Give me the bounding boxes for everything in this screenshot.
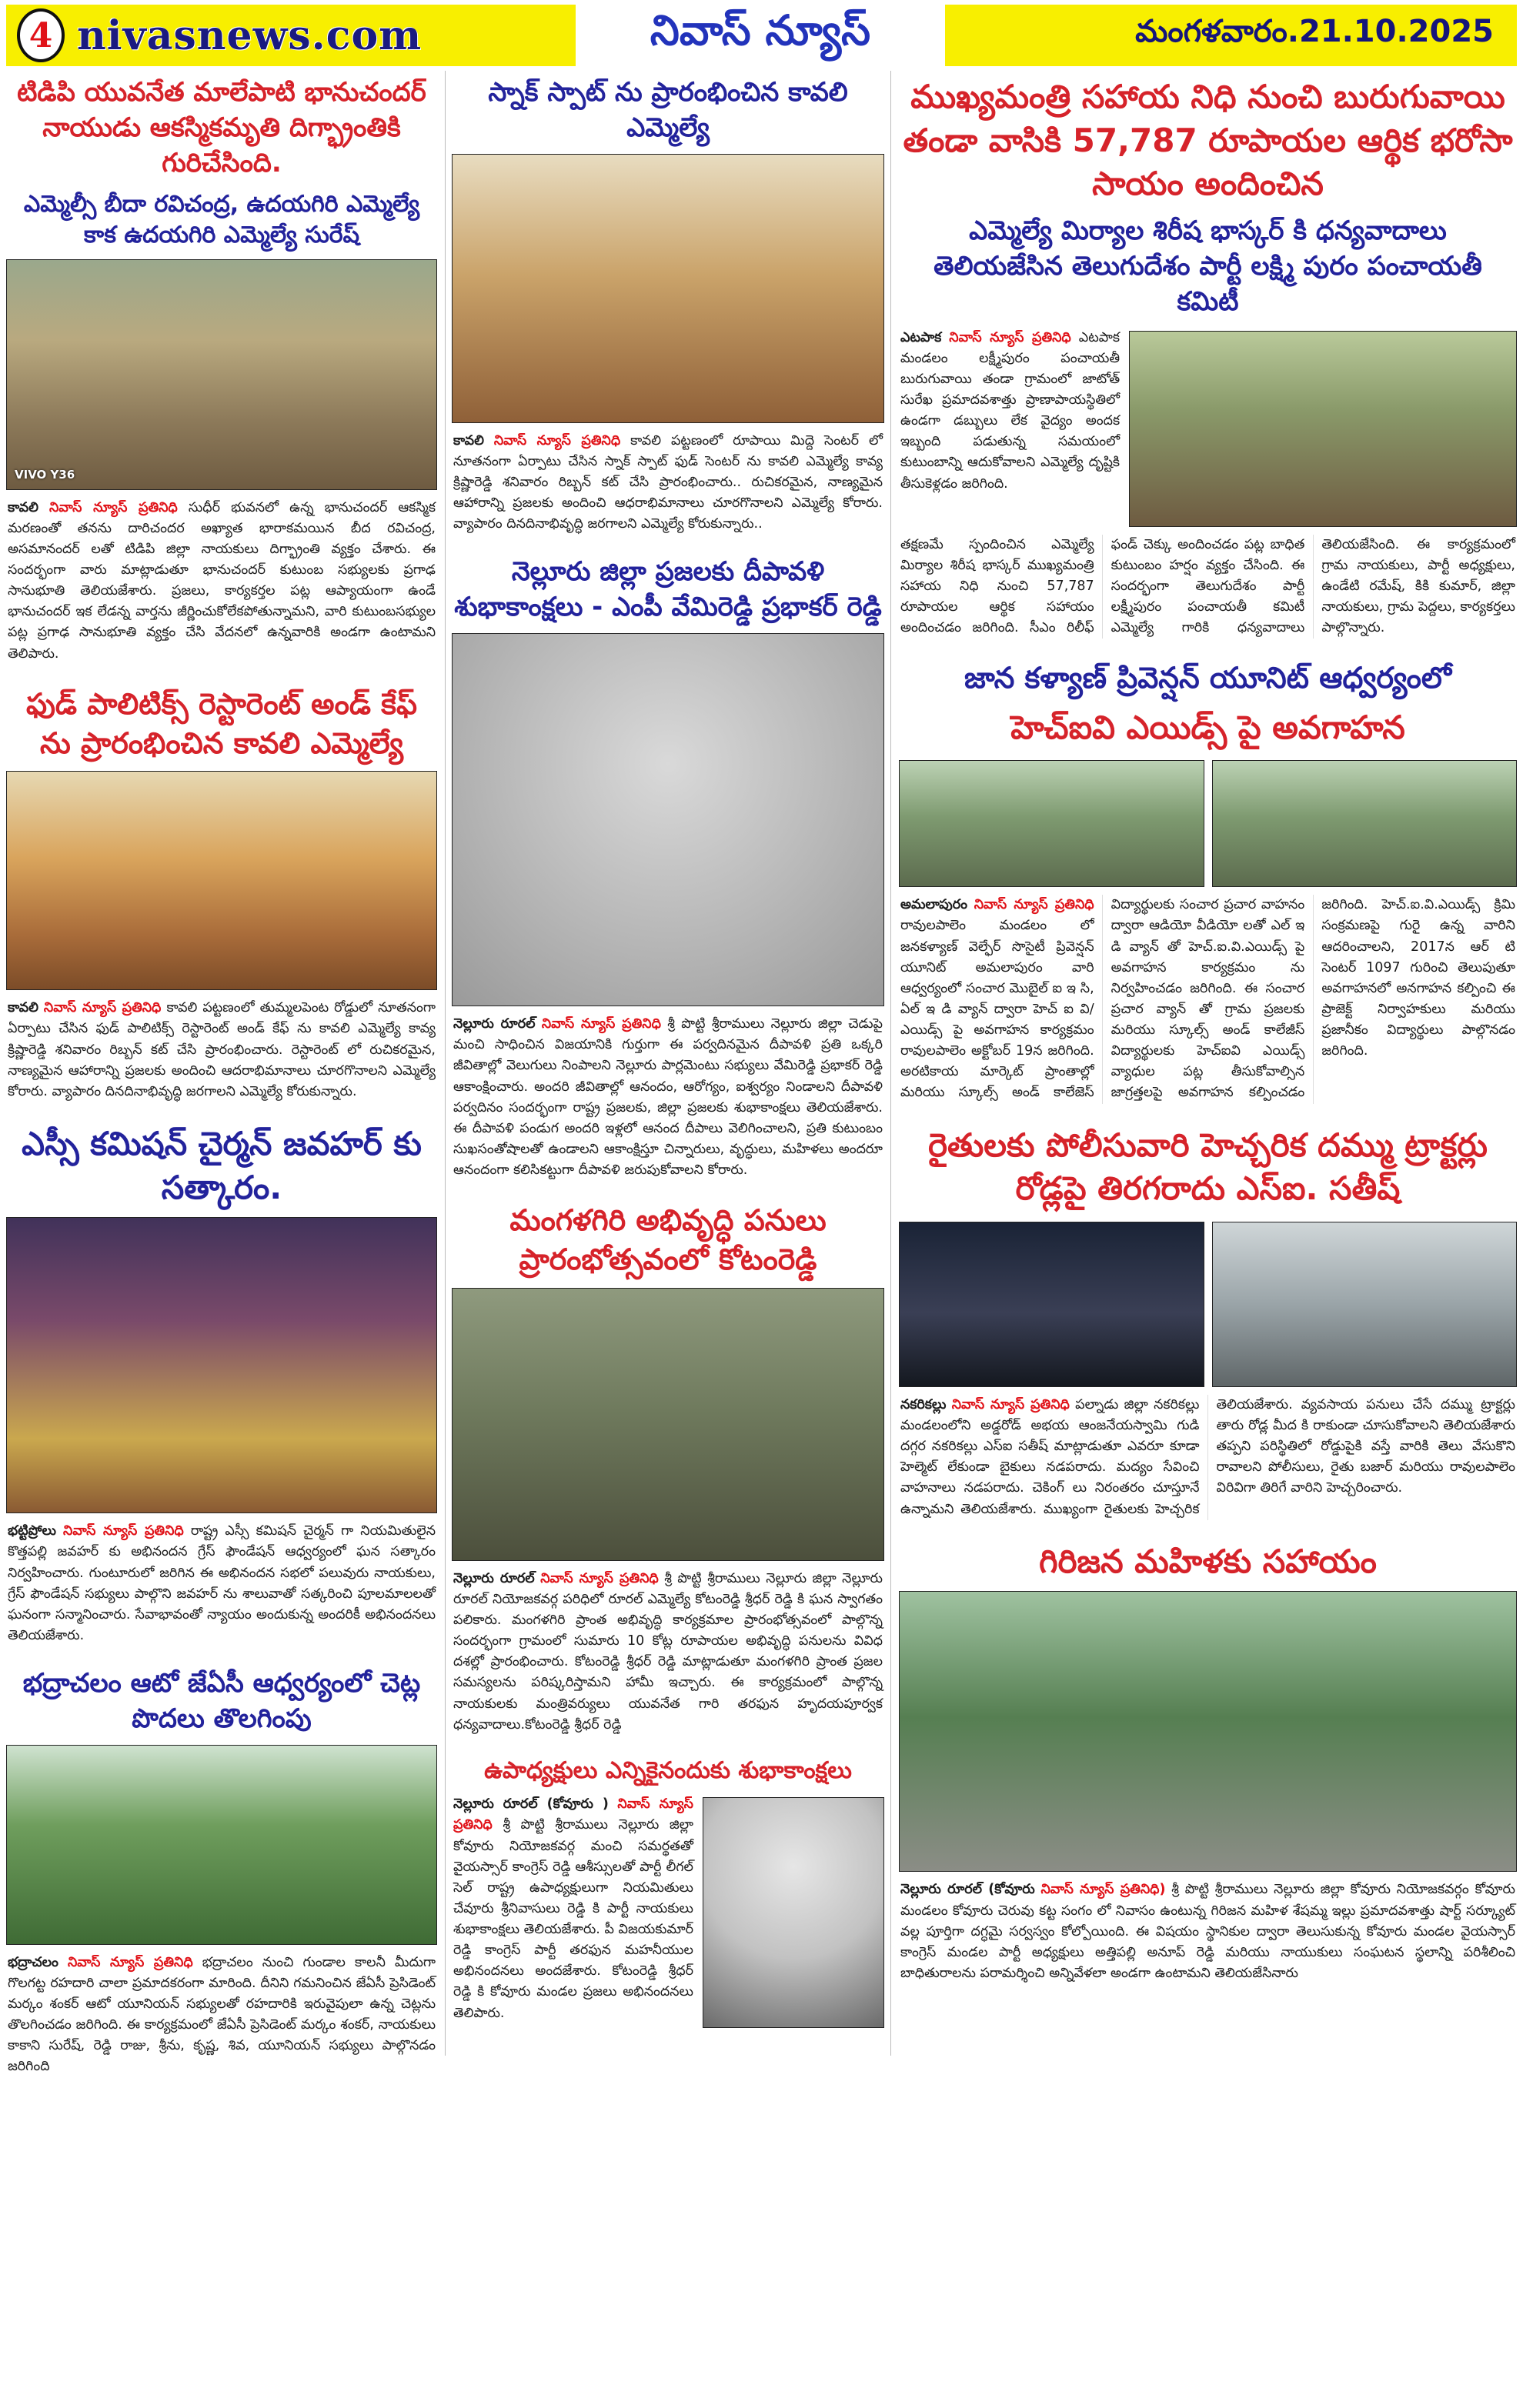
photo-felicitation-ceremony: [6, 1217, 437, 1513]
article-auto-jac-tree-clearing: [6, 1666, 437, 2078]
dateline: నెల్లూరు రూరల్ (కోవూరు ): [453, 1796, 609, 1813]
article-body: [452, 1569, 884, 1736]
photo-development-works-launch: [452, 1288, 884, 1561]
body-copy: శ్రీ పొట్టి శ్రీరాములు నెల్లూరు జిల్లా చెడుపై మంచి సాధించిన విజయానికి గుర్తుగా ఈ పర్వదినమైన దీపావళి ప్రతి ఒక్కరి జీవితాల్లో వెలుగులు నింపాలని నెల్లూరు పార్లమెంటు సభ్యులు వేమిరెడ్డి ప్రభాకర్ రెడ్డి ఆకాంక్షించారు. అందరి జీవితాల్లో ఆనందం, ఆరోగ్యం, ఐశ్వర్యం నిండాలని దీపావళి పర్వదినం సందర్భంగా రాష్ట్ర ప్రజలకు, జిల్లా ప్రజలకు శుభాకాంక్షలు తెలియజేశారు. ఈ దీపావళి పండుగ అందరి ఇళ్లలో ఆనంద దీపాలు వెలిగించాలని, ప్రతి కుటుంబం సుఖసంతోషాలతో ఉండాలని ఆకాంక్షిస్తూ చిన్నారులు, వృద్ధులు, మహిళలు అందరూ ఆనందంగా కలిసికట్టుగా దీపావళి జరుపుకోవాలని కోరారు.: [453, 1016, 883, 1179]
headline: స్నాక్ స్పాట్ ను ప్రారంభించిన కావలి ఎమ్మెల్యే: [488, 77, 848, 143]
byline: నివాస్ న్యూస్ ప్రతినిధి: [63, 1523, 184, 1539]
article-tdp-leader-death: [6, 75, 437, 665]
headline-line1: జాన కళ్యాణ్ ప్రివెన్షన్ యూనిట్ ఆధ్వర్యంలో: [964, 661, 1451, 695]
article-body: [6, 1521, 437, 1646]
site-name: nivasnews.com: [77, 12, 422, 59]
article-body: [899, 1879, 1517, 1984]
lead-copy: ఎటపాక మండలం లక్ష్మీపురం పంచాయతీ బురుగువాయి తండా గ్రామంలో జాటోత్ సురేఖ ప్రమాదవశాత్తు ప్రాణాపాయస్థితిలో ఉండగా డబ్బులు లేక వైద్యం అందక ఇబ్బంది పడుతున్న సమయంలో కుటుంబాన్ని ఆదుకోవాలని ఎమ్మెల్యే దృష్టికి తీసుకెళ్లడం జరిగింది.: [900, 329, 1121, 492]
photo-cafe-ribbon-cutting: [6, 771, 437, 990]
dateline: భద్రాచలం: [8, 1954, 58, 1970]
article-body: [6, 1953, 437, 2078]
body-copy: సుధీర్ భువనలో ఉన్న భానుచందర్ ఆకస్మిక మరణంతో తనను దారిచందర అఖ్యాత భారాకమయిన బీద రవిచంద్ర, అసమానందర్ లతో టిడిపి జిల్లా నాయకులు దిగ్భ్రాంతి వ్యక్తం చేశారు. ఈ సందర్భంగా వారు మాట్లాడుతూ భానుచందర్ కుటుంబ సభ్యులకు ప్రగాఢ సానుభూతి తెలియజేశారు. ప్రజలు, కార్యకర్తల పట్ల ఆప్యాయంగా ఉండే భానుచందర్ ఇక లేడన్న వార్తను జీర్ణించుకోలేకపోతున్నామని, వారి కుటుంబసభ్యుల పట్ల ప్రగాఢ సానుభూతి వ్యక్తం చేసి వేదనలో ఉన్నవారికి అండగా ఉంటామని తెలిపారు.: [8, 499, 436, 662]
masthead-logo-panel: [576, 5, 945, 66]
article-cm-relief-fund: [899, 75, 1517, 639]
photo-snack-spot-ribbon: [452, 154, 884, 423]
body-copy: శ్రీ పొట్టి శ్రీరాములు నెల్లూరు జిల్లా కోవూరు నియోజకవర్గం కోవూరు మండలం కోవూరు చెరువు కట్ట సంగం లో నివాసం ఉంటున్న గిరిజన మహిళ శేషమ్మ ఇల్లు ప్రమాదవశాత్తు షార్ట్ సర్క్యూట్ వల్ల పూర్తిగా దగ్ధమై సర్వస్వం కోల్పోయింది. ఈ విషయం స్థానికుల ద్వారా తెలుసుకున్న కోవూరు మండల వైయస్సార్ కాంగ్రెస్ మండల పార్టీ అధ్యక్షులు అత్తిపల్లి అనూప్ రెడ్డి మరియు నాయుకులు సంఘటన స్థలాన్ని పరిశీలించి బాధితురాలను పరామర్శించి అన్నివేళలా అండగా ఉంటామని తెలియజేసినారు: [900, 1882, 1515, 1981]
dateline: నెల్లూరు రూరల్: [453, 1016, 536, 1032]
dateline: నకరికల్లు: [900, 1396, 947, 1412]
byline: నివాస్ న్యూస్ ప్రతినిధి: [974, 897, 1094, 913]
photo-condolence-gathering: [6, 259, 437, 490]
headline: భద్రాచలం ఆటో జేఏసీ ఆధ్వర్యంలో చెట్ల పొదలు తొలగింపు: [22, 1668, 421, 1734]
photo-led-van-awareness-1: [899, 760, 1204, 887]
photo-leaders-visit-road: [899, 1591, 1517, 1872]
body-copy: భద్రాచలం నుంచి గుండాల కాలనీ మీదుగా గొలగట్ట రహదారి చాలా ప్రమాదకరంగా మారింది. దీనిని గమనించిన జేఏసీ ప్రెసిడెంట్ మర్కం శంకర్ ఆటో యూనియన్ సభ్యులతో రహదారికి ఇరువైపులా ఉన్న చెట్లను తొలగించడం జరిగింది. ఈ కార్యక్రమంలో జేఏసీ ప్రెసిడెంట్ మర్కం శంకర్, నాయకులు కాకాని సురేష్, రెడ్డి రాజు, శ్రీను, కృష్ణ, శివ, యూనియన్ సభ్యులు పాల్గొనడం జరిగింది: [8, 1954, 436, 2075]
subheadline: ఎమ్మెల్సీ బీదా రవిచంద్ర, ఉదయగిరి ఎమ్మెల్యే కాక ఉదయగిరి ఎమ్మెల్యే సురేష్: [23, 190, 420, 249]
photo-mp-vemireddy-portrait: [452, 633, 884, 1006]
photo-watermark: VIVO Y36: [15, 467, 75, 482]
dateline: నెల్లూరు రూరల్: [453, 1570, 535, 1586]
article-body: [452, 1794, 695, 2036]
photo-night-checkpoint: [899, 1222, 1204, 1387]
body-copy: పల్నాడు జిల్లా నకరికల్లు మండలంలోని అడ్డరోడ్ అభయ ఆంజనేయస్వామి గుడి దగ్గర నకరికల్లు ఎస్ఐ సతీష్ మాట్లాడుతూ ఎవరూ కూడా హెల్మెట్ లేకుండా బైకులు నడపరాదు. మద్యం సేవించి వాహనాలు నడపరాదు. చెకింగ్ లు నిరంతరం చూస్తూనే ఉన్నామని తెలియజేశారు. ముఖ్యంగా రైతులకు హెచ్చరిక తెలియజేశారు. వ్యవసాయ పనులు చేసే దమ్ము ట్రాక్టర్లు తారు రోడ్ల మీద కి రాకుండా చూసుకోవాలని తెలియజేశారు తప్పని పరిస్థితిలో రోడ్డుపైకి వస్తే వారికి తెలు వేసుకొని రావాలని పోలీసులు, రైతు బజార్ మరియు రావులపాలెం విరివిగా తిరిగే వారిని హెచ్చరించారు.: [900, 1396, 1515, 1517]
left-column: [6, 71, 437, 2098]
article-body: [899, 895, 1517, 1103]
article-snack-spot-opening: [452, 75, 884, 535]
article-body: [6, 998, 437, 1102]
photo-roadside-greenery: [6, 1745, 437, 1945]
article-hiv-aids-awareness: [899, 659, 1517, 1103]
body-copy: శ్రీ పొట్టి శ్రీరాములు నెల్లూరు జిల్లా నెల్లూరు రూరల్ నియోజకవర్గ పరిధిలో రూరల్ ఎమ్మెల్యే కోటంరెడ్డి శ్రీధర్ రెడ్డి కి ఘన స్వాగతం పలికారు. మంగళగిరి ప్రాంత అభివృద్ధి కార్యక్రమాల ప్రారంభోత్సవంలో పాల్గొన్న సందర్భంగా గ్రామంలో సుమారు 10 కోట్ల రూపాయల అభివృద్ధి పనులను వివిధ దశల్లో ప్రారంభించారు. కోటంరెడ్డి శ్రీధర్ రెడ్డి మాట్లాడుతూ మంగళగిరి ప్రాంత ప్రజల సమస్యలను పరిష్కరిస్తామని హామీ ఇచ్చారు. ఈ కార్యక్రమంలో పాల్గొన్న నాయకులకు మంత్రివర్యులు యువనేత గారి తరఫున హృదయపూర్వక ధన్యవాదాలు.కోటంరెడ్డి శ్రీధర్ రెడ్డి: [453, 1570, 883, 1733]
headline: ఫుడ్ పాలిటిక్స్ రెస్టారెంట్ అండ్ కేఫ్ ను ప్రారంభించిన కావలి ఎమ్మెల్యే: [25, 686, 418, 760]
masthead-bar: [6, 5, 1517, 66]
article-police-warning-farmers: [899, 1124, 1517, 1520]
byline: నివాస్ న్యూస్ ప్రతినిధి: [49, 499, 178, 515]
article-body: [452, 1014, 884, 1181]
edition-date: మంగళవారం.21.10.2025: [1135, 14, 1494, 49]
headline: టిడిపి యువనేత మాలేపాటి భానుచందర్ నాయుడు ఆకస్మికమృతి దిగ్భ్రాంతికి గురిచేసింది.: [17, 77, 426, 178]
headline: ముఖ్యమంత్రి సహాయ నిధి నుంచి బురుగువాయి తండా వాసికి 57,787 రూపాయల ఆర్థిక భరోసా సాయం అందించిన: [903, 78, 1513, 203]
byline: నివాస్ న్యూస్ ప్రతినిధి: [951, 1396, 1070, 1412]
headline: గిరిజన మహిళకు సహాయం: [1039, 1542, 1377, 1580]
headline: రైతులకు పోలీసువారి హెచ్చరిక దమ్ము ట్రాక్టర్లు రోడ్లపై తిరగరాదు ఎస్ఐ. సతీష్: [928, 1126, 1488, 1208]
headline: నెల్లూరు జిల్లా ప్రజలకు దీపావళి శుభాకాంక్షలు - ఎంపీ వేమిరెడ్డి ప్రభాకర్ రెడ్డి: [454, 556, 882, 623]
dateline: కావలి: [453, 432, 484, 449]
body-copy: కావలి పట్టణంలో తుమ్మలపెంట రోడ్డులో నూతనంగా ఏర్పాటు చేసిన ఫుడ్ పాలిటిక్స్ రెస్టారెంట్ అండ్ కేఫ్ ను కావలి ఎమ్మెల్యే కావ్య క్రిష్ణారెడ్డి శనివారం రిబ్బన్ కట్ చేసి ప్రారంభించారు. రెస్టారెంట్ లో రుచికరమైన, నాణ్యమైన ఆహారాన్ని ప్రజలకు అందించి ఆదరాభిమానాలు చూరగొనాలని ఎమ్మెల్యే కోరారు. వ్యాపారం దినదినాభివృద్ధి జరగాలని ఎమ్మెల్యే కోరుకున్నారు.: [8, 1000, 436, 1099]
headline-line2: హెచ్ఐవి ఎయిడ్స్ పై అవగాహన: [1010, 708, 1405, 746]
byline: నివాస్ న్యూస్ ప్రతినిధి): [1040, 1882, 1166, 1898]
byline: నివాస్ న్యూస్ ప్రతినిధి: [541, 1016, 661, 1032]
byline: నివాస్ న్యూస్ ప్రతినిధి: [453, 1796, 693, 1833]
page-number-badge: [17, 8, 65, 62]
article-body: [899, 535, 1517, 639]
headline: ఎస్సీ కమిషన్ చైర్మన్ జవహర్ కు సత్కారం.: [22, 1124, 422, 1206]
dateline: కావలి: [8, 499, 38, 515]
byline: నివాస్ న్యూస్ ప్రతినిధి: [43, 1000, 162, 1016]
dateline: అమలాపురం: [900, 897, 968, 913]
article-sc-commission-chairman: [6, 1122, 437, 1646]
article-food-politics-cafe: [6, 685, 437, 1102]
byline: నివాస్ న్యూస్ ప్రతినిధి: [493, 432, 621, 449]
body-copy: శ్రీ పొట్టి శ్రీరాములు నెల్లూరు జిల్లా కోవూరు నియోజకవర్గ మంచి సమర్థతతో వైయస్సార్ కాంగ్రెస్ రెడ్డి ఆశీస్సులతో పార్టీ లీగల్ సెల్ రాష్ట్ర ఉపాధ్యక్షులుగా నియమితులు చేవూరు శ్రీనివాసులు రెడ్డి కి పార్టీ నాయకులు శుభాకాంక్షలు తెలియజేశారు. పీ విజయకుమార్ రెడ్డి కాంగ్రెస్ పార్టీ తరఫున మహనీయుల అభినందనలు అందజేశారు. కోటంరెడ్డి శ్రీధర్ రెడ్డి కి కోవూరు మండల ప్రజలు అభినందనలు తెలిపారు.: [453, 1817, 693, 2021]
article-vice-president-congrats: [452, 1756, 884, 2036]
article-tribal-woman-help: [899, 1540, 1517, 1984]
dateline: ఎటపాక: [900, 329, 942, 345]
page-number: 4: [28, 15, 53, 55]
article-lead: [899, 328, 1121, 535]
subheadline: ఎమ్మెల్యే మిర్యాల శిరీష భాస్కర్ కి ధన్యవాదాలు తెలియజేసిన తెలుగుదేశం పార్టీ లక్ష్మి పురం పంచాయతీ కమిటీ: [934, 215, 1482, 317]
byline: నివాస్ న్యూస్ ప్రతినిధి: [68, 1954, 193, 1970]
photo-leader-suit-portrait: [703, 1797, 884, 2028]
article-body: [452, 431, 884, 535]
byline: నివాస్ న్యూస్ ప్రతినిధి: [540, 1570, 659, 1586]
article-diwali-wishes-mp: [452, 555, 884, 1181]
photo-police-tractor-check: [1212, 1222, 1518, 1387]
dateline: భట్టిప్రోలు: [8, 1523, 56, 1539]
masthead-logo-text: నివాస్ న్యూస్: [650, 5, 871, 55]
body-copy: కావలి పట్టణంలో రూపాయి మిద్దె సెంటర్ లో నూతనంగా ఏర్పాటు చేసిన స్నాక్ స్పాట్ ఫుడ్ సెంటర్ ను కావలి ఎమ్మెల్యే కావ్య క్రిష్ణారెడ్డి శనివారం రిబ్బన్ కట్ చేసి ప్రారంభించారు.. రుచికరమైన, నాణ్యమైన ఆహారాన్ని ప్రజలకు అందించి ఆధరాభిమానాలు చూరగొనాలని ఎమ్మెల్యే కోరారు. వ్యాపారం దినదినాభివృద్ధి జరగాలని ఎమ్మెల్యే కోరుకున్నారు..: [453, 432, 883, 532]
body-copy: రాష్ట్ర ఎస్సీ కమిషన్ చైర్మన్ గా నియమితులైన కొత్తపల్లి జవహర్ కు అభినందన గ్రేస్ ఫౌండేషన్ ఆధ్వర్యంలో ఘన సత్కారం నిర్వహించారు. గుంటూరులో జరిగిన ఈ అభినందన సభలో పలువురు నాయకులు, గ్రేస్ ఫౌండేషన్ సభ్యులు పాల్గొని జవహర్ ను శాలువాతో సత్కరించి పూలమాలలతో ఘనంగా సన్మానించారు. సేవాభావంతో న్యాయం అందుకున్న అందరికీ అభినందనలు తెలియజేశారు.: [8, 1523, 436, 1643]
middle-column: [445, 71, 891, 2056]
article-mangalagiri-development: [452, 1201, 884, 1736]
headline: మంగళగిరి అభివృద్ధి పనులు ప్రారంభోత్సవంలో కోటంరెడ్డి: [509, 1203, 827, 1277]
article-body: [899, 1395, 1517, 1520]
byline: నివాస్ న్యూస్ ప్రతినిధి: [949, 329, 1071, 345]
dateline: కావలి: [8, 1000, 38, 1016]
dateline: నెల్లూరు రూరల్ (కోవూరు: [900, 1882, 1035, 1898]
right-column: [899, 71, 1517, 2004]
body-copy: రావులపాలెం మండలం లో జనకళ్యాణ్ వెల్ఫేర్ సొసైటీ ప్రివెన్షన్ యూనిట్ అమలాపురం వారి ఆధ్వర్యంలో సంచార మొబైల్ ఐ ఇ సి, ఏల్ ఇ డి వ్యాన్ ద్వారా హెచ్ ఐ వి/ ఎయిడ్స్ పై అవగాహన కార్యక్రమం రావులపాలెం అక్టోబర్ 19న జరిగింది. అరటికాయ మార్కెట్ ప్రాంతాల్లో మరియు స్కూల్స్ అండ్ కాలేజెస్ విద్యార్థులకు సంచార ప్రచార వాహనం ద్వారా ఆడియో వీడియో లతో ఎల్ ఇ డి వ్యాన్ తో హెచ్.ఐ.వి.ఎయిడ్స్ పై అవగాహన కార్యక్రమం ను నిర్వహించడం జరిగింది. ఈ సంచార ప్రచార వ్యాన్ తో గ్రామ ప్రజలకు మరియు స్కూల్స్ అండ్ కాలేజీస్ విద్యార్థులకు హెచ్ఐవి ఎయిడ్స్ వ్యాధుల పట్ల తీసుకోవాల్సిన జాగ్రత్తలపై అవగాహన కల్పించడం జరిగింది. హెచ్.ఐ.వి.ఎయిడ్స్ క్రిమి సంక్రమణపై గురై ఉన్న వారిని ఆదరించాలని, 2017న ఆర్ టి సెంటర్ 1097 గురించి తెలుపుతూ అవగాహనలో అనగాహన కల్పించి ఈ ప్రాజెక్ట్ నిర్వాహకులు మరియు ప్రజానీకం విద్యార్థులు పాల్గొనడం జరిగింది.: [900, 897, 1515, 1101]
photo-cheque-handover-village: [1129, 331, 1517, 527]
photo-led-van-awareness-2: [1212, 760, 1518, 887]
headline: ఉపాధ్యక్షులు ఎన్నికైనందుకు శుభాకాంక్షలు: [484, 1756, 852, 1784]
article-body: [6, 498, 437, 665]
body-copy: తక్షణమే స్పందించిన ఎమ్మెల్యే మిర్యాల శిరీష భాస్కర్ ముఖ్యమంత్రి సహాయ నిధి నుంచి 57,787 రూపాయల ఆర్థిక సహాయం అందించడం జరిగింది. సీఎం రిలీఫ్ ఫండ్ చెక్కు అందించడం పట్ల బాధిత కుటుంబం హర్షం వ్యక్తం చేసింది. ఈ సందర్భంగా తెలుగుదేశం పార్టీ లక్ష్మీపురం పంచాయతీ కమిటీ ఎమ్మెల్యే గారికి ధన్యవాదాలు తెలియజేసింది. ఈ కార్యక్రమంలో గ్రామ నాయకులు, పార్టీ అధ్యక్షులు, ఉండేటి రమేష్, కికి కుమార్, జిల్లా నాయకులు, గ్రామ పెద్దలు, కార్యకర్తలు పాల్గొన్నారు.: [900, 536, 1515, 636]
